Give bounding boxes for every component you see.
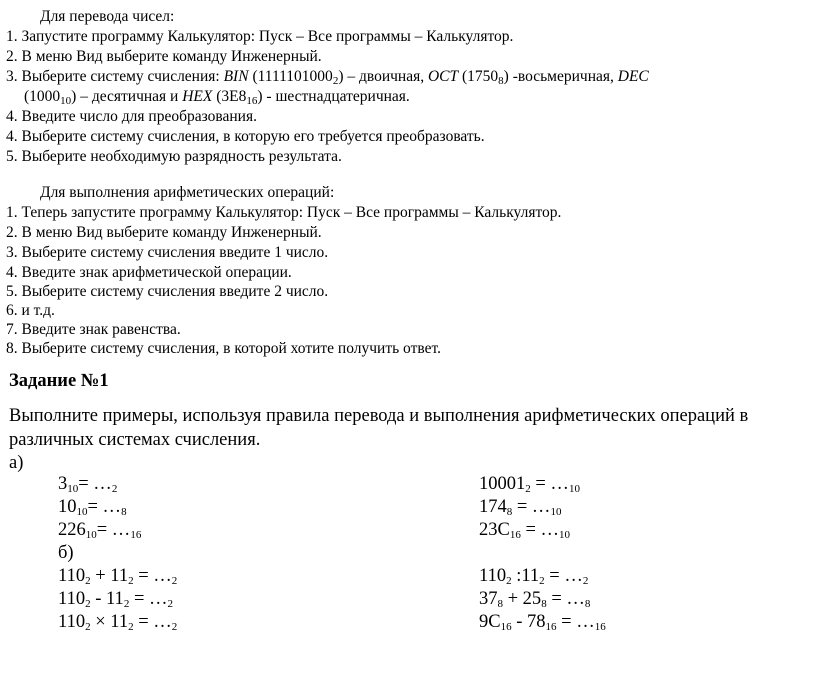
task-intro-line-1: Выполните примеры, используя правила перевода и выполнения арифметических операций в: [9, 406, 749, 426]
conversion-step-4b: 4. Выберите систему счисления, в которую его требуется преобразовать.: [6, 128, 485, 145]
conversion-step-3: 3. Выберите систему счисления: BIN $(1111101000_2)$ – двоичная, OCT $(1750_8)$ -восьмеричная, DEC: [6, 68, 649, 87]
arithmetic-step-8: 8. Выберите систему счисления, в которой хотите получить ответ.: [6, 340, 441, 357]
exercise-b-4: $110_2$ $:11_2$ = $\dots_2$: [479, 566, 589, 587]
conversion-heading: Для перевода чисел:: [40, 8, 175, 25]
conversion-step-1: 1. Запустите программу Калькулятор: Пуск – Все программы – Калькулятор.: [6, 28, 514, 45]
arithmetic-step-4: 4. Введите знак арифметической операции.: [6, 264, 292, 281]
arithmetic-step-5: 5. Выберите систему счисления введите 2 число.: [6, 283, 329, 300]
exercise-a-1: $3_{10}=$ $\dots_2$: [58, 474, 118, 495]
exercise-b-1: $110_2 + 11_2$ = $\dots_2$: [58, 566, 178, 587]
exercise-a-6: $23C_{16}$ = $\dots_{10}$: [479, 520, 571, 541]
task-title: Задание №1: [9, 371, 109, 391]
task-intro-line-2: различных системах счисления.: [9, 430, 261, 450]
conversion-step-2: 2. В меню Вид выберите команду Инженерный.: [6, 48, 322, 65]
arithmetic-heading: Для выполнения арифметических операций:: [40, 184, 335, 201]
arithmetic-step-6: 6. и т.д.: [6, 302, 55, 319]
arithmetic-step-1: 1. Теперь запустите программу Калькулятор: Пуск – Все программы – Калькулятор.: [6, 204, 562, 221]
exercise-b-3: $110_2 \times 11_2$ = $\dots_2$: [58, 612, 178, 633]
part-a-label: а): [9, 453, 24, 473]
conversion-step-3-continued: $(1000_{10})$ – десятичная и HEX $(3E8_{16})$ - шестнадцатеричная.: [24, 88, 410, 107]
conversion-step-5: 5. Выберите необходимую разрядность результата.: [6, 148, 342, 165]
arithmetic-step-3: 3. Выберите систему счисления введите 1 число.: [6, 244, 329, 261]
arithmetic-step-7: 7. Введите знак равенства.: [6, 321, 181, 338]
exercise-a-3: $226_{10}=$ $\dots_{16}$: [58, 520, 142, 541]
arithmetic-step-2: 2. В меню Вид выберите команду Инженерный.: [6, 224, 322, 241]
exercise-b-6: $9C_{16} - 78_{16}$ = $\dots_{16}$: [479, 612, 606, 633]
exercise-a-2: $10_{10}=$ $\dots_8$: [58, 497, 127, 518]
exercise-b-5: $37_8 + 25_8$ = $\dots_8$: [479, 589, 591, 610]
exercise-a-5: $174_8$ = $\dots_{10}$: [479, 497, 562, 518]
part-b-label: б): [58, 543, 74, 563]
conversion-step-4a: 4. Введите число для преобразования.: [6, 108, 257, 125]
exercise-a-4: $10001_2$ = $\dots_{10}$: [479, 474, 580, 495]
exercise-b-2: $110_2 - 11_2$ = $\dots_2$: [58, 589, 173, 610]
